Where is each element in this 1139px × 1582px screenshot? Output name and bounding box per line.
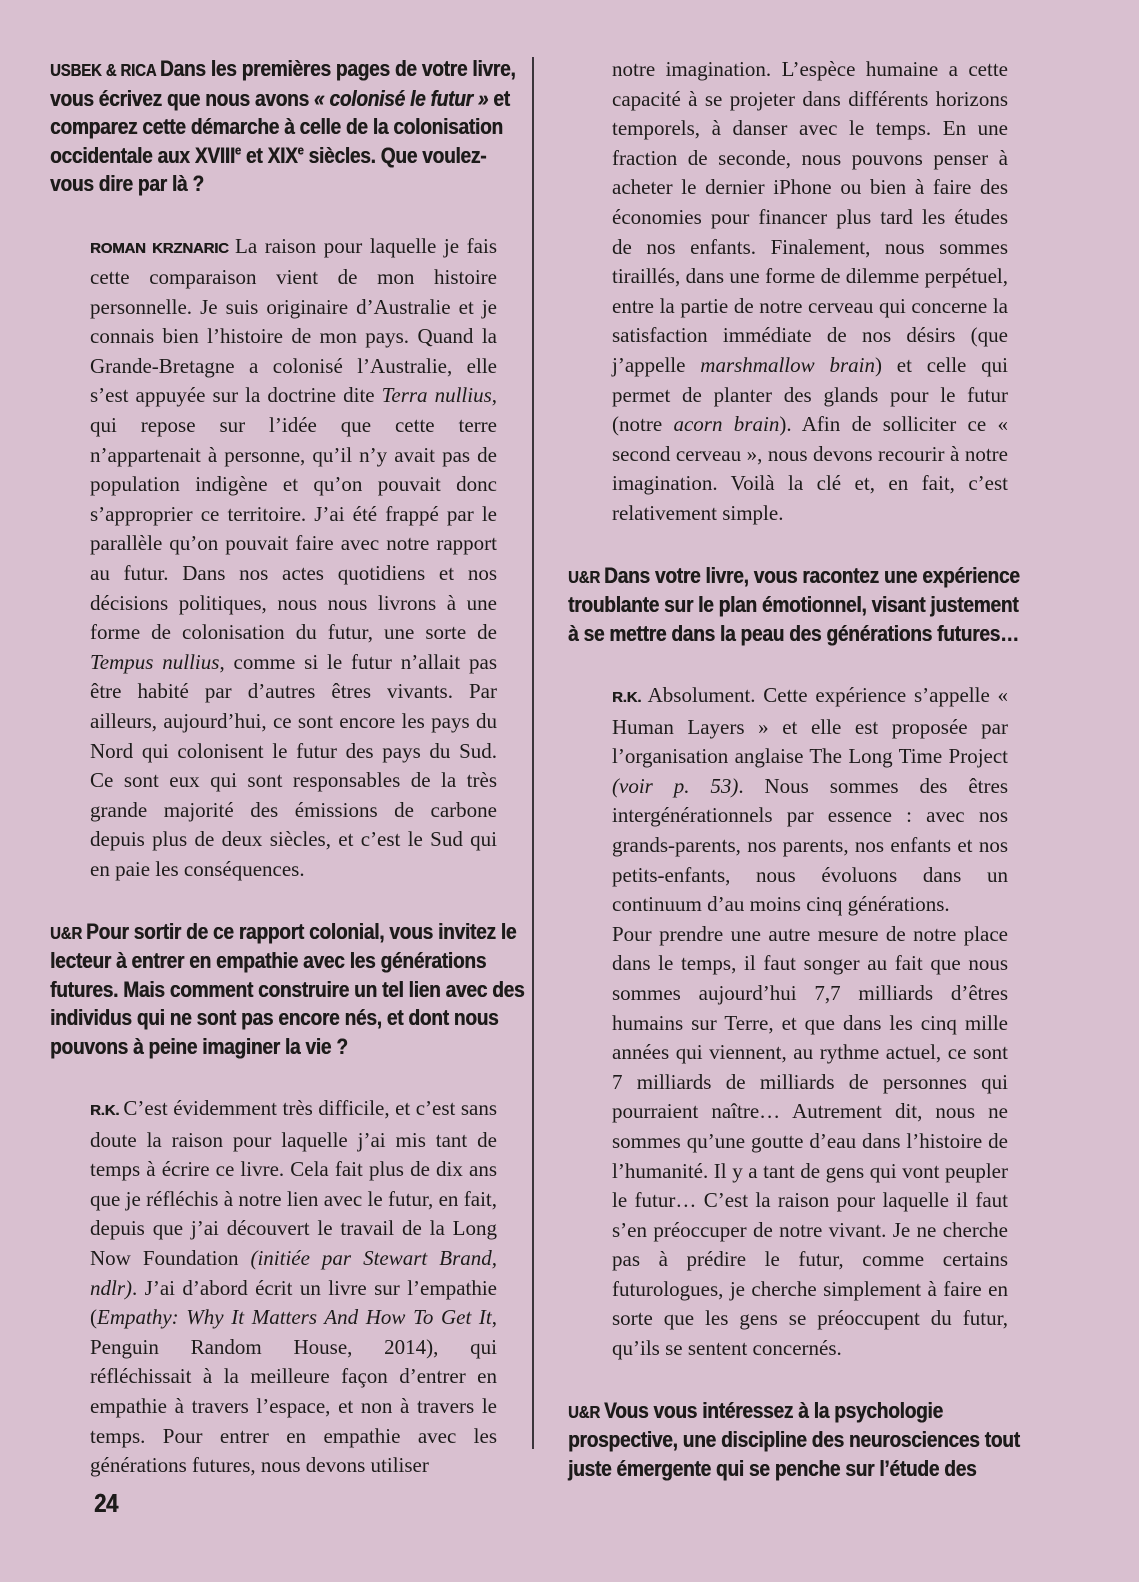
- body-text: siècles. Que voulez-vous dire par là ?: [50, 142, 487, 196]
- answer-paragraph: [612, 681, 1008, 920]
- body-text: , qui repose sur l’idée que cette terre n’appartenait à personne, qu’il n’y avait pas de population indigène et qu’on pouvait donc s’approprier ce territoire. J’ai été frappé par le parallèle qu’on pouvait faire avec notre rapport au futur. Dans nos actes quotidiens et nos décisions politiques, nous nous livrons à une forme de colonisation du futur, une sorte de: [90, 383, 497, 645]
- interview-answer: [90, 1094, 497, 1481]
- speaker-label: USBEK & RICA: [50, 60, 160, 80]
- italic-text: Terra nullius: [381, 383, 492, 408]
- question-paragraph: [568, 1397, 1031, 1484]
- body-text: Dans les premières pages de votre livre, vous écrivez que nous avons: [50, 56, 516, 111]
- question-paragraph: [50, 918, 528, 1062]
- superscript-text: e: [297, 142, 304, 157]
- body-text: Pour sortir de ce rapport colonial, vous invitez le lecteur à entrer en empathie avec les générations futures. Mais comment construire un tel lien avec des individus qui ne sont pas encore nés, et dont nous pouvons à peine imaginer la vie ?: [50, 918, 525, 1059]
- interview-question: [568, 562, 1031, 649]
- page-number: 24: [94, 1488, 118, 1518]
- right-column: [568, 55, 1039, 1516]
- body-text: Absolument. Cette expérience s’appelle « Human Layers » et elle est proposée par l’organisation anglaise The Long Time Project: [612, 683, 1008, 769]
- question-paragraph: [50, 55, 528, 199]
- answer-paragraph: [612, 55, 1008, 529]
- body-text: La raison pour laquelle je fais cette comparaison vient de mon histoire personnelle. Je suis originaire d’Australie et je connais bien l’histoire de mon pays. Quand la Grande-Bretagne a colonisé l’Australie, elle s’est appuyée sur la doctrine dite: [90, 233, 497, 408]
- answer-paragraph: [90, 1094, 497, 1481]
- italic-text: Tempus nullius: [90, 649, 220, 674]
- body-text: ). Afin de solliciter ce « second cerveau », nous devons recourir à notre imagination. Voilà la clé et, en fait, c’est relativement simple.: [612, 412, 1008, 525]
- answer-paragraph: [90, 232, 497, 885]
- column-divider: [532, 57, 534, 1449]
- interview-answer: [612, 681, 1008, 1364]
- body-text: , Penguin Random House, 2014), qui réfléchissait à la meilleure façon d’entrer en empathie à travers l’espace, et non à travers le temps. Pour entrer en empathie avec les générations futures, nous devons utiliser: [90, 1305, 497, 1478]
- speaker-label: U&R: [50, 922, 87, 943]
- body-text: , comme si le futur n’allait pas être habité par d’autres êtres vivants. Par ailleurs, aujourd’hui, ce sont encore les pays du Nord qui colonisent le futur des pays du Sud. Ce sont eux qui sont responsables de la très grande majorité des émissions de carbone depuis plus de deux siècles, et c’est le Sud qui en paie les conséquences.: [90, 649, 497, 881]
- body-text: ) et celle qui permet de planter des glands pour le futur (notre: [612, 352, 1008, 437]
- speaker-label: U&R: [568, 566, 605, 587]
- interview-question: [50, 918, 528, 1062]
- question-paragraph: [568, 562, 1031, 649]
- body-text: Pour prendre une autre mesure de notre place dans le temps, il faut songer au fait que nous sommes aujourd’hui 7,7 milliards d’êtres humains sur Terre, et que dans les cinq mille années qui viennent, au rythme actuel, ce sont 7 milliards de milliards de personnes qui pourraient naître… Autrement dit, nous ne sommes qu’une goutte d’eau dans l’histoire de l’humanité. Il y a tant de gens qui vont peupler le futur… C’est la raison pour laquelle il faut s’en préoccuper de notre vivant. Je ne cherche pas à prédire le futur, comme certains futurologues, je cherche simplement à faire en sorte que les gens se préoccupent du futur, qu’ils se sentent concernés.: [612, 921, 1008, 1361]
- italic-text: marshmallow brain: [700, 352, 875, 377]
- superscript-text: e: [234, 142, 241, 157]
- body-text: et XIX: [240, 142, 298, 168]
- left-column: [50, 55, 532, 1514]
- italic-text: « colonisé le futur »: [313, 85, 489, 111]
- speaker-label: U&R: [568, 1401, 605, 1422]
- interview-answer: [612, 55, 1008, 529]
- interview-answer: [90, 232, 497, 885]
- answer-paragraph: [612, 920, 1008, 1364]
- speaker-label: ROMAN KRZNARIC: [90, 239, 236, 257]
- interview-question: [568, 1397, 1031, 1484]
- speaker-label: R.K.: [90, 1102, 124, 1120]
- body-text: Vous vous intéressez à la psychologie prospective, une discipline des neurosciences tout juste émergente qui se penche sur l’étude des: [568, 1397, 1020, 1481]
- speaker-label: R.K.: [612, 689, 648, 706]
- italic-text: (voir p. 53): [612, 773, 739, 798]
- italic-text: acorn brain: [673, 412, 780, 437]
- body-text: C’est évidemment très difficile, et c’est sans doute la raison pour laquelle j’ai mis tant de temps à écrire ce livre. Cela fait plus de dix ans que je réfléchis à notre lien avec le futur, en fait, depuis que j’ai découvert le travail de la Long Now Foundation: [90, 1096, 498, 1271]
- body-text: notre imagination. L’espèce humaine a cette capacité à se projeter dans différents horizons temporels, à danser avec le temps. En une fraction de seconde, nous pouvons penser à acheter le dernier iPhone ou bien à faire des économies pour financer plus tard les études de nos enfants. Finalement, nous sommes tiraillés, dans une forme de dilemme perpétuel, entre la partie de notre cerveau qui concerne la satisfaction immédiate de nos désirs (que j’appelle: [612, 57, 1008, 377]
- italic-text: (initiée par Stewart Brand, ndlr): [90, 1246, 497, 1300]
- body-text: et comparez cette démarche à celle de la colonisation occidentale aux XVIII: [50, 85, 510, 168]
- body-text: . J’ai d’abord écrit un livre sur l’empathie (: [90, 1275, 497, 1330]
- body-text: Dans votre livre, vous racontez une expérience troublante sur le plan émotionnel, visant justement à se mettre dans la peau des générations futures…: [568, 562, 1020, 646]
- italic-text: Empathy: Why It Matters And How To Get It: [97, 1305, 492, 1330]
- body-text: . Nous sommes des êtres intergénérationnels par essence : avec nos grands-parents, nos parents, nos enfants et nos petits-enfants, nous évoluons dans un continuum d’au moins cinq générations.: [612, 773, 1008, 917]
- interview-question: [50, 55, 528, 199]
